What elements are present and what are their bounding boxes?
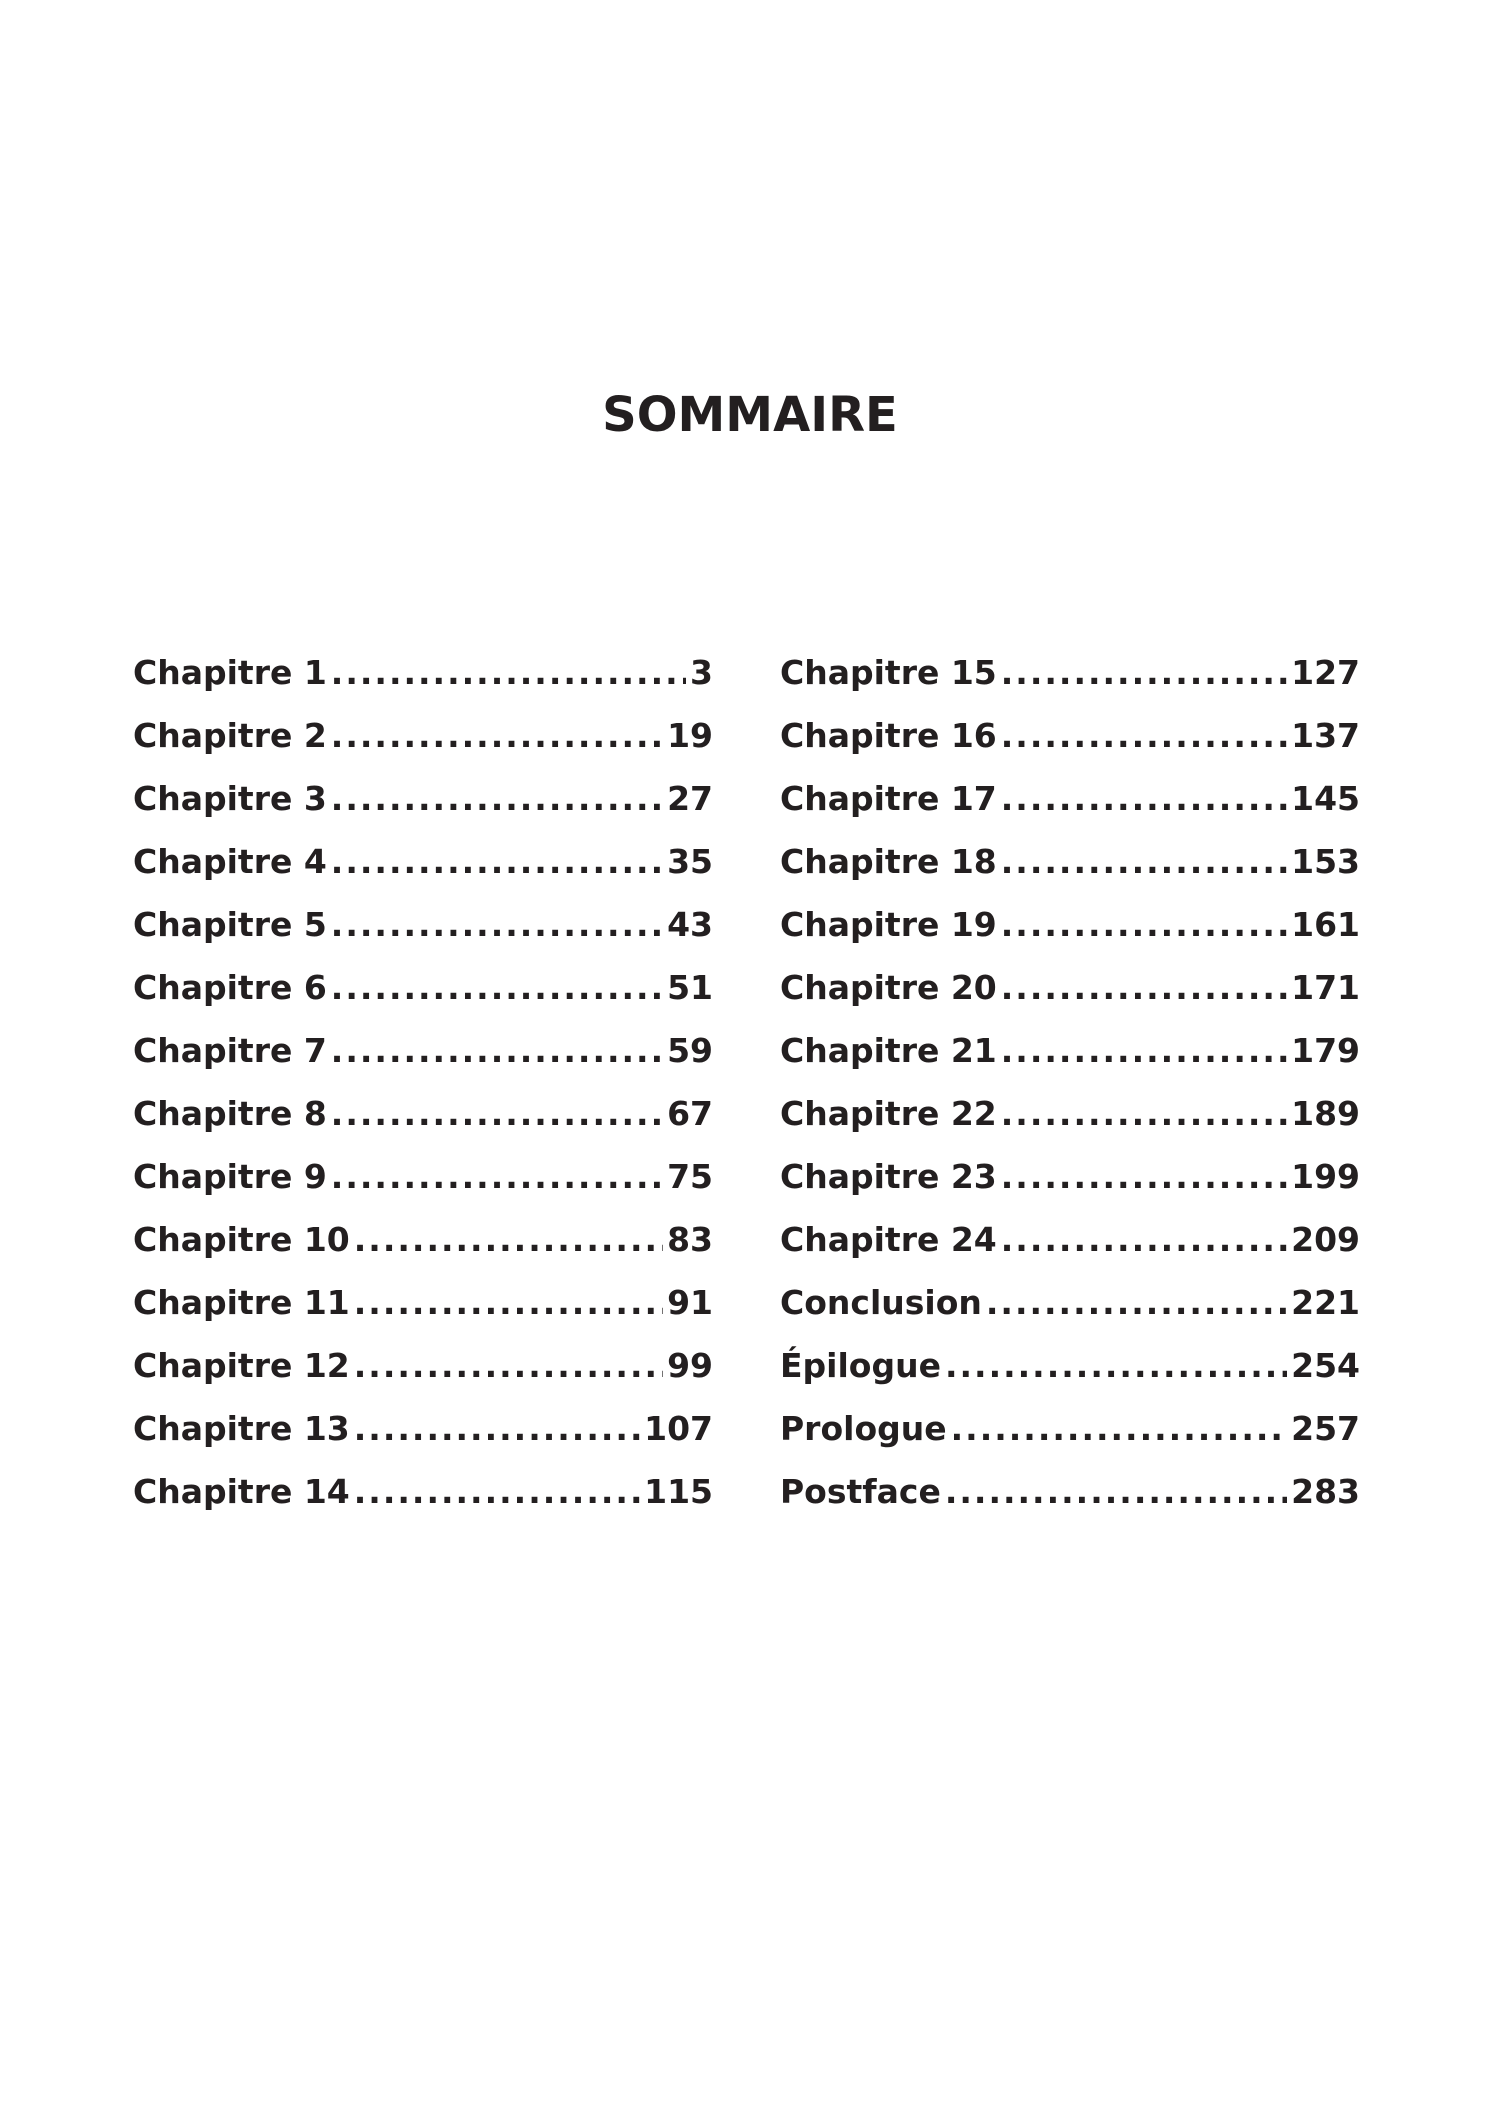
toc-entry-label: Chapitre 6 bbox=[133, 968, 327, 1007]
toc-dot-leader bbox=[331, 1145, 663, 1208]
toc-entry-page: 27 bbox=[667, 779, 713, 818]
toc-dot-leader bbox=[331, 893, 663, 956]
toc-entry bbox=[780, 1019, 1360, 1082]
toc-entry-label: Chapitre 10 bbox=[133, 1220, 350, 1259]
toc-entry-page: 161 bbox=[1291, 905, 1360, 944]
toc-entry-label: Chapitre 12 bbox=[133, 1346, 350, 1385]
toc-entry bbox=[780, 1334, 1360, 1397]
toc-dot-leader bbox=[1001, 641, 1287, 704]
toc-entry-page: 59 bbox=[667, 1031, 713, 1070]
toc-entry-page: 145 bbox=[1291, 779, 1360, 818]
toc-entry-label: Chapitre 14 bbox=[133, 1472, 350, 1511]
toc-entry-page: 83 bbox=[667, 1220, 713, 1259]
toc-entry bbox=[133, 641, 713, 704]
toc-entry-page: 3 bbox=[690, 653, 713, 692]
toc-entry bbox=[780, 893, 1360, 956]
toc-entry bbox=[133, 1397, 713, 1460]
toc-entry-label: Chapitre 19 bbox=[780, 905, 997, 944]
toc-dot-leader bbox=[945, 1334, 1287, 1397]
toc-dot-leader bbox=[354, 1208, 663, 1271]
toc-entry-label: Chapitre 24 bbox=[780, 1220, 997, 1259]
toc-entry bbox=[780, 704, 1360, 767]
toc-entry-page: 91 bbox=[667, 1283, 713, 1322]
toc-dot-leader bbox=[1001, 893, 1287, 956]
toc-dot-leader bbox=[1001, 1208, 1287, 1271]
toc-dot-leader bbox=[1001, 1145, 1287, 1208]
toc-entry-page: 127 bbox=[1291, 653, 1360, 692]
toc-dot-leader bbox=[1001, 830, 1287, 893]
toc-dot-leader bbox=[354, 1397, 640, 1460]
toc-entry-page: 35 bbox=[667, 842, 713, 881]
toc-entry-label: Chapitre 16 bbox=[780, 716, 997, 755]
toc-entry-label: Postface bbox=[780, 1472, 941, 1511]
toc-entry-page: 99 bbox=[667, 1346, 713, 1385]
toc-dot-leader bbox=[951, 1397, 1287, 1460]
toc-dot-leader bbox=[1001, 704, 1287, 767]
page-title: SOMMAIRE bbox=[602, 387, 898, 443]
toc-dot-leader bbox=[1001, 1019, 1287, 1082]
toc-entry-page: 257 bbox=[1291, 1409, 1360, 1448]
toc-entry bbox=[133, 1019, 713, 1082]
toc-entry bbox=[780, 767, 1360, 830]
toc-entry bbox=[133, 767, 713, 830]
toc-entry-page: 221 bbox=[1291, 1283, 1360, 1322]
toc-entry bbox=[133, 830, 713, 893]
toc-dot-leader bbox=[331, 830, 663, 893]
toc-entry-label: Chapitre 5 bbox=[133, 905, 327, 944]
toc-dot-leader bbox=[331, 641, 686, 704]
toc-dot-leader bbox=[986, 1271, 1287, 1334]
toc-entry bbox=[133, 1208, 713, 1271]
toc-column-right bbox=[780, 641, 1360, 1523]
toc-dot-leader bbox=[331, 1082, 663, 1145]
toc-dot-leader bbox=[354, 1334, 663, 1397]
toc-entry-page: 137 bbox=[1291, 716, 1360, 755]
toc-entry bbox=[780, 1271, 1360, 1334]
toc-entry-page: 19 bbox=[667, 716, 713, 755]
toc-entry bbox=[780, 1145, 1360, 1208]
toc-entry-page: 107 bbox=[644, 1409, 713, 1448]
toc-entry bbox=[133, 1082, 713, 1145]
toc-entry bbox=[133, 1334, 713, 1397]
toc-entry-label: Chapitre 23 bbox=[780, 1157, 997, 1196]
toc-entry-page: 283 bbox=[1291, 1472, 1360, 1511]
toc-entry bbox=[780, 1208, 1360, 1271]
toc-entry-page: 115 bbox=[644, 1472, 713, 1511]
toc-entry-page: 43 bbox=[667, 905, 713, 944]
toc-entry-label: Prologue bbox=[780, 1409, 947, 1448]
toc-entry-page: 153 bbox=[1291, 842, 1360, 881]
toc-entry-page: 67 bbox=[667, 1094, 713, 1133]
toc-entry bbox=[133, 704, 713, 767]
toc-entry bbox=[133, 1460, 713, 1523]
toc-entry bbox=[780, 1460, 1360, 1523]
toc-entry-page: 75 bbox=[667, 1157, 713, 1196]
toc-entry-page: 171 bbox=[1291, 968, 1360, 1007]
toc-entry-page: 254 bbox=[1291, 1346, 1360, 1385]
toc-entry-label: Chapitre 3 bbox=[133, 779, 327, 818]
toc-dot-leader bbox=[1001, 956, 1287, 1019]
toc-entry-label: Chapitre 22 bbox=[780, 1094, 997, 1133]
toc-entry-page: 179 bbox=[1291, 1031, 1360, 1070]
toc-entry bbox=[780, 641, 1360, 704]
toc-entry-label: Chapitre 20 bbox=[780, 968, 997, 1007]
toc-entry-page: 209 bbox=[1291, 1220, 1360, 1259]
toc-entry bbox=[133, 1145, 713, 1208]
toc-entry-label: Épilogue bbox=[780, 1346, 941, 1385]
toc-entry-page: 199 bbox=[1291, 1157, 1360, 1196]
toc-entry-label: Chapitre 9 bbox=[133, 1157, 327, 1196]
toc-dot-leader bbox=[1001, 767, 1287, 830]
toc-entry-page: 189 bbox=[1291, 1094, 1360, 1133]
toc-entry-label: Chapitre 17 bbox=[780, 779, 997, 818]
toc-entry bbox=[780, 1082, 1360, 1145]
toc-entry-label: Chapitre 2 bbox=[133, 716, 327, 755]
toc-entry-label: Chapitre 8 bbox=[133, 1094, 327, 1133]
toc-dot-leader bbox=[331, 767, 663, 830]
toc-dot-leader bbox=[331, 956, 663, 1019]
toc-dot-leader bbox=[354, 1460, 640, 1523]
toc-entry-label: Chapitre 13 bbox=[133, 1409, 350, 1448]
toc-entry-label: Chapitre 4 bbox=[133, 842, 327, 881]
toc-entry-label: Chapitre 18 bbox=[780, 842, 997, 881]
toc-entry bbox=[133, 956, 713, 1019]
toc-column-left bbox=[133, 641, 713, 1523]
toc-entry bbox=[133, 1271, 713, 1334]
toc-dot-leader bbox=[1001, 1082, 1287, 1145]
toc-entry-label: Chapitre 1 bbox=[133, 653, 327, 692]
toc-entry bbox=[133, 893, 713, 956]
toc-dot-leader bbox=[945, 1460, 1287, 1523]
toc-entry-label: Chapitre 11 bbox=[133, 1283, 350, 1322]
toc-entry-label: Conclusion bbox=[780, 1283, 982, 1322]
toc-entry bbox=[780, 830, 1360, 893]
toc-entry-label: Chapitre 7 bbox=[133, 1031, 327, 1070]
toc-entry-page: 51 bbox=[667, 968, 713, 1007]
toc-entry-label: Chapitre 15 bbox=[780, 653, 997, 692]
toc-entry-label: Chapitre 21 bbox=[780, 1031, 997, 1070]
toc-entry bbox=[780, 1397, 1360, 1460]
toc-entry bbox=[780, 956, 1360, 1019]
toc-dot-leader bbox=[331, 1019, 663, 1082]
toc-dot-leader bbox=[354, 1271, 663, 1334]
toc-dot-leader bbox=[331, 704, 663, 767]
